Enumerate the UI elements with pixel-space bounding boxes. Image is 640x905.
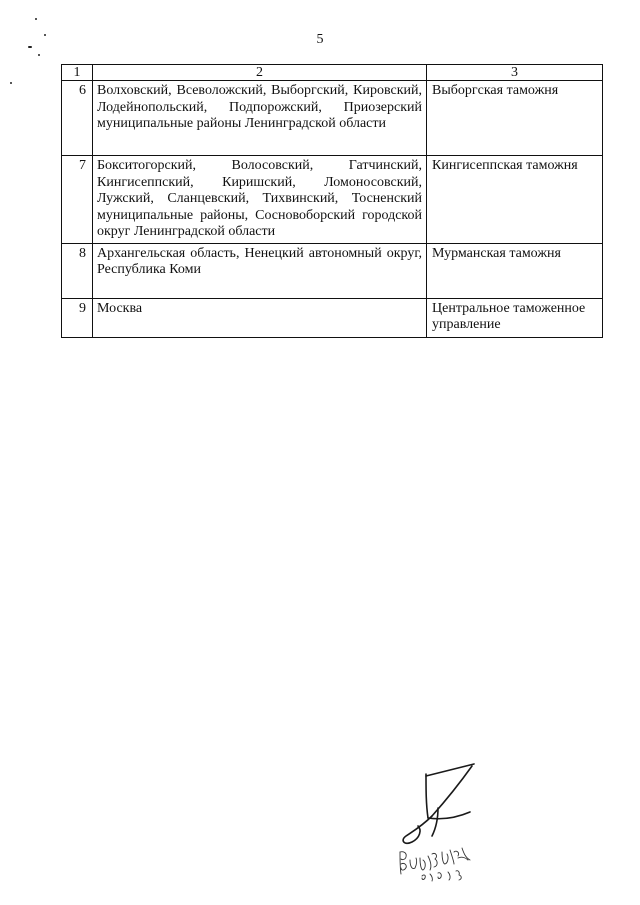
header-col-1: 1: [62, 65, 93, 81]
scan-speck: [10, 82, 12, 84]
scan-speck: [38, 54, 40, 56]
row-districts: Москва: [93, 298, 427, 337]
row-districts: Архангельская область, Ненецкий автономный округ, Республика Коми: [93, 243, 427, 298]
row-districts: Волховский, Всеволожский, Выборгский, Кировский, Лодейнопольский, Подпорожский, Приозерский муниципальные районы Ленинградской области: [93, 81, 427, 156]
header-col-2: 2: [93, 65, 427, 81]
customs-assignment-table: [61, 64, 603, 338]
row-number: 6: [62, 81, 93, 156]
row-customs: Мурманская таможня: [427, 243, 603, 298]
row-number: 7: [62, 156, 93, 244]
row-customs: Центральное таможенное управление: [427, 298, 603, 337]
row-customs: Кингисеппская таможня: [427, 156, 603, 244]
header-col-3: 3: [427, 65, 603, 81]
handwritten-signature: [392, 760, 502, 885]
row-number: 8: [62, 243, 93, 298]
row-customs: Выборгская таможня: [427, 81, 603, 156]
page-number: 5: [316, 32, 324, 47]
table-row: [62, 81, 603, 156]
table-header-row: [62, 65, 603, 81]
row-districts: Бокситогорский, Волосовский, Гатчинский, Кингисеппский, Киришский, Ломоносовский, Лужский, Сланцевский, Тихвинский, Тосненский муниципальные районы, Сосновоборский городской округ Ленинградской области: [93, 156, 427, 244]
table-row: [62, 243, 603, 298]
table-row: [62, 156, 603, 244]
row-number: 9: [62, 298, 93, 337]
table-row: [62, 298, 603, 337]
scan-speck: [35, 18, 37, 20]
